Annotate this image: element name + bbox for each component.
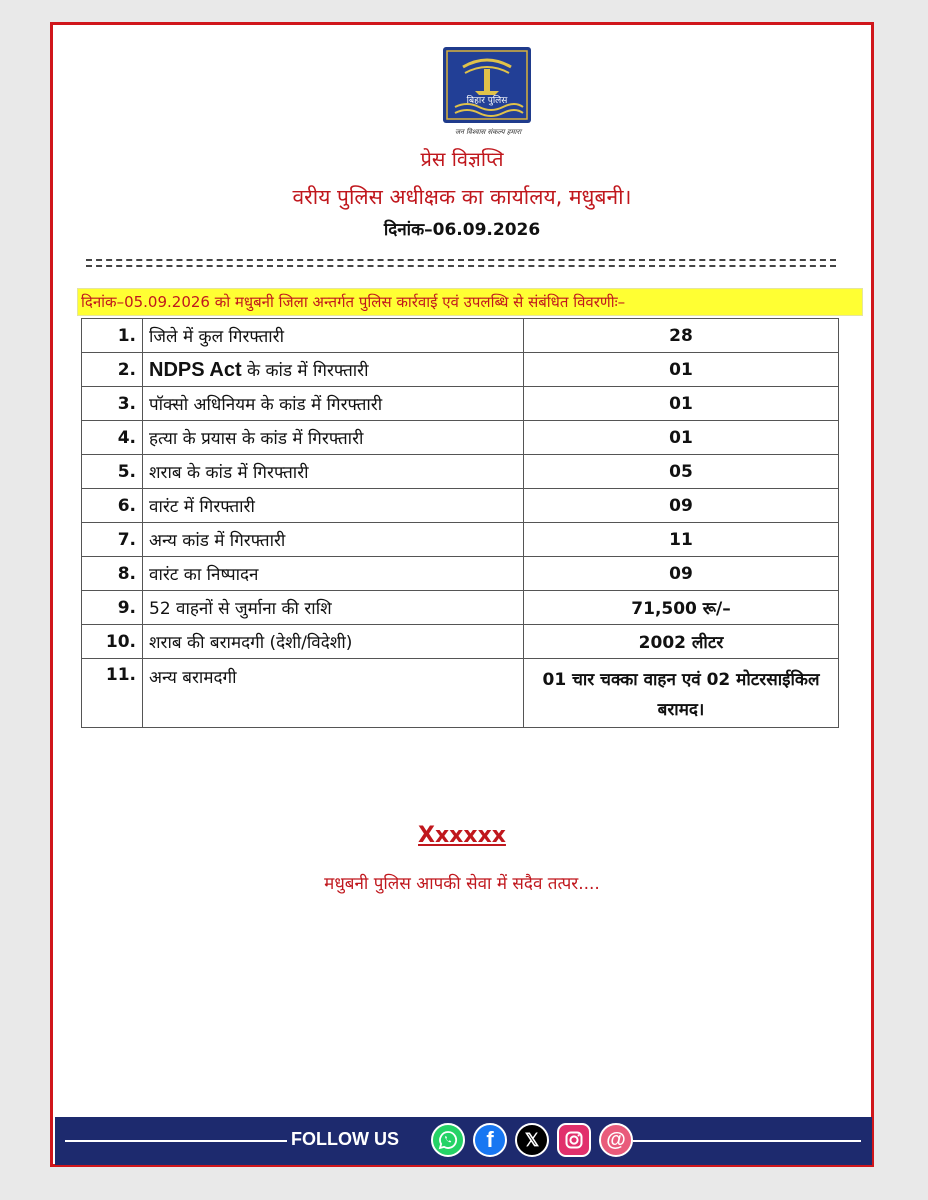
row-number: 2. (82, 353, 143, 387)
closing-mark: Xxxxxx (418, 823, 506, 848)
row-label (143, 353, 524, 387)
follow-us-label: FOLLOW US (291, 1129, 399, 1149)
row-value: 09 (524, 489, 839, 523)
follow-us-footer (55, 1117, 872, 1165)
row-number: 5. (82, 455, 143, 489)
row-label: 52 वाहनों से जुर्माना की राशि (143, 591, 524, 625)
row-value: 05 (524, 455, 839, 489)
row-label-rest: के कांड में गिरफ्तारी (241, 360, 369, 381)
table-row (82, 523, 839, 557)
press-release-title: प्रेस विज्ञप्ति (420, 147, 504, 171)
office-name: वरीय पुलिस अधीक्षक का कार्यालय, मधुबनी। (292, 185, 632, 209)
facebook-icon[interactable]: f (473, 1123, 507, 1157)
threads-icon[interactable]: @ (599, 1123, 633, 1157)
table-row (82, 557, 839, 591)
bihar-police-logo (435, 45, 539, 141)
row-value: 01 (524, 353, 839, 387)
footer-line-right (633, 1140, 861, 1142)
row-value: 09 (524, 557, 839, 591)
table-row (82, 387, 839, 421)
row-number: 1. (82, 319, 143, 353)
row-value: 01 चार चक्का वाहन एवं 02 मोटरसाईकिल बरामद। (524, 659, 839, 728)
release-date: दिनांक–06.09.2026 (383, 220, 541, 240)
row-number: 8. (82, 557, 143, 591)
table-row (82, 353, 839, 387)
row-label-bold: NDPS Act (149, 358, 242, 381)
row-label: हत्या के प्रयास के कांड में गिरफ्तारी (143, 421, 524, 455)
row-value: 2002 लीटर (524, 625, 839, 659)
row-number: 6. (82, 489, 143, 523)
instagram-icon[interactable] (557, 1123, 591, 1157)
row-label: वारंट का निष्पादन (143, 557, 524, 591)
table-row (82, 455, 839, 489)
table-row (82, 421, 839, 455)
row-number: 9. (82, 591, 143, 625)
row-value: 11 (524, 523, 839, 557)
row-value: 28 (524, 319, 839, 353)
row-number: 4. (82, 421, 143, 455)
row-label: वारंट में गिरफ्तारी (143, 489, 524, 523)
row-value: 71,500 रू/– (524, 591, 839, 625)
statistics-table (81, 318, 839, 728)
table-row (82, 591, 839, 625)
table-row (82, 625, 839, 659)
divider-line (86, 259, 836, 261)
divider-line (86, 265, 836, 267)
row-number: 7. (82, 523, 143, 557)
row-label: अन्य बरामदगी (143, 659, 524, 728)
row-label: अन्य कांड में गिरफ्तारी (143, 523, 524, 557)
row-number: 11. (82, 659, 143, 728)
row-value: 01 (524, 387, 839, 421)
row-label: जिले में कुल गिरफ्तारी (143, 319, 524, 353)
press-release-page (50, 22, 874, 1167)
logo-tagline: जन विश्वास संकल्प हमारा (454, 128, 522, 136)
row-label: शराब की बरामदगी (देशी/विदेशी) (143, 625, 524, 659)
row-value: 01 (524, 421, 839, 455)
row-label: शराब के कांड में गिरफ्तारी (143, 455, 524, 489)
footer-line-left (65, 1140, 287, 1142)
table-row (82, 659, 839, 728)
summary-heading-bar (77, 288, 863, 316)
whatsapp-icon[interactable] (431, 1123, 465, 1157)
summary-heading: दिनांक–05.09.2026 को मधुबनी जिला अन्तर्गत पुलिस कार्रवाई एवं उपलब्धि से संबंधित विवरणीः– (81, 293, 626, 311)
row-number: 3. (82, 387, 143, 421)
x-icon[interactable]: 𝕏 (515, 1123, 549, 1157)
row-number: 10. (82, 625, 143, 659)
logo-text: बिहार पुलिस (466, 96, 508, 106)
table-row (82, 319, 839, 353)
row-label: पॉक्सो अधिनियम के कांड में गिरफ्तारी (143, 387, 524, 421)
closing-slogan: मधुबनी पुलिस आपकी सेवा में सदैव तत्पर.... (324, 874, 600, 894)
table-row (82, 489, 839, 523)
